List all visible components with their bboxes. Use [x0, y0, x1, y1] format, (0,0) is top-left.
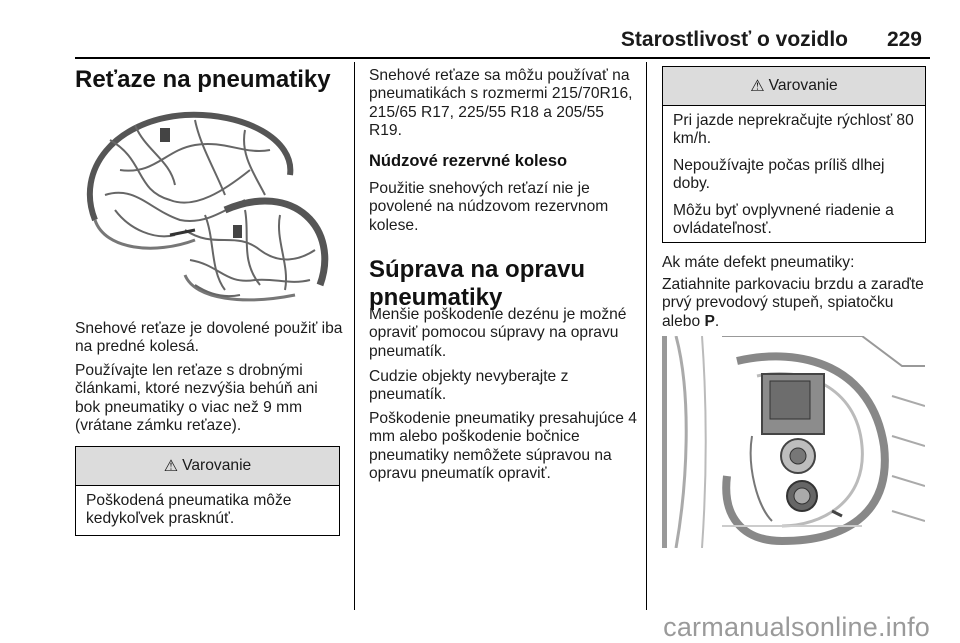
paragraph-parking-brake	[662, 276, 930, 331]
warning-line-speed: Pri jazde neprekračujte rýchlosť 80 km/h.	[673, 112, 914, 148]
column-divider-1	[354, 62, 355, 610]
paragraph-spare-restriction: Použitie snehových reťazí nie je povolené na núdzovom rezervnom kolese.	[369, 180, 609, 234]
paragraph-flat-tire: Ak máte defekt pneumatiky:	[662, 254, 855, 271]
parking-brake-text: Zatiahnite parkovaciu brzdu a zaraďte prvý prevodový stupeň, spiatočku alebo	[662, 276, 924, 330]
section-title-repair-kit	[369, 256, 585, 312]
warning-box-tire-damage	[75, 446, 340, 536]
warning-line-duration: Nepoužívajte počas príliš dlhej doby.	[673, 156, 885, 193]
parking-brake-end: .	[714, 312, 720, 330]
watermark: carmanualsonline.info	[663, 612, 930, 642]
header-rule	[75, 57, 930, 59]
paragraph-minor-damage: Menšie poškodenie dezénu je možné opraviť pomocou súpravy na opravu pneumatík.	[369, 306, 627, 360]
snow-chain-illustration	[75, 100, 338, 310]
warning-box-repair-kit	[662, 66, 926, 243]
heading-emergency-spare: Núdzové rezervné koleso	[369, 152, 568, 170]
warning-title: Varovanie	[768, 77, 838, 94]
page-number: 229	[886, 28, 922, 51]
warning-text: Poškodená pneumatika môže kedykoľvek prasknúť.	[86, 492, 292, 528]
paragraph-chain-links: Používajte len reťaze s drobnými článkami, ktoré nezvýšia behúň ani bok pneumatiky o viac než 9 mm (vrátane zámku reťaze).	[75, 362, 318, 435]
warning-line-handling: Môžu byť ovplyvnené riadenie a ovládateľnosť.	[673, 201, 894, 238]
column-divider-2	[646, 62, 647, 610]
repair-kit-trunk-illustration	[662, 336, 925, 548]
trunk-drawing	[662, 336, 925, 548]
paragraph-front-wheels: Snehové reťaze je dovolené použiť iba na predné kolesá.	[75, 320, 343, 356]
warning-triangle-icon: ⚠	[163, 458, 179, 475]
warning-header	[76, 447, 339, 486]
gear-p-label: P	[704, 312, 715, 330]
warning-triangle-icon: ⚠	[750, 78, 765, 95]
warning-title: Varovanie	[182, 457, 252, 474]
warning-header	[663, 67, 925, 106]
paragraph-foreign-objects: Cudzie objekty nevyberajte z pneumatík.	[369, 368, 569, 404]
section-title-repair-kit-line2: pneumatiky	[369, 284, 503, 311]
section-title-snow-chains: Reťaze na pneumatiky	[75, 66, 331, 93]
paragraph-chain-tire-sizes: Snehové reťaze sa môžu používať na pneumatikách s rozmermi 215/70R16, 215/65 R17, 225/55 R18 a 205/55 R19.	[369, 67, 633, 140]
header-title: Starostlivosť o vozidlo	[620, 28, 848, 51]
paragraph-damage-limit: Poškodenie pneumatiky presahujúce 4 mm alebo poškodenie bočnice pneumatiky nemôžete súpravou na opravu pneumatík opraviť.	[369, 410, 637, 483]
section-title-repair-kit-line1: Súprava na opravu	[369, 256, 586, 283]
snow-chain-drawing	[75, 100, 338, 310]
page-header	[0, 0, 960, 62]
